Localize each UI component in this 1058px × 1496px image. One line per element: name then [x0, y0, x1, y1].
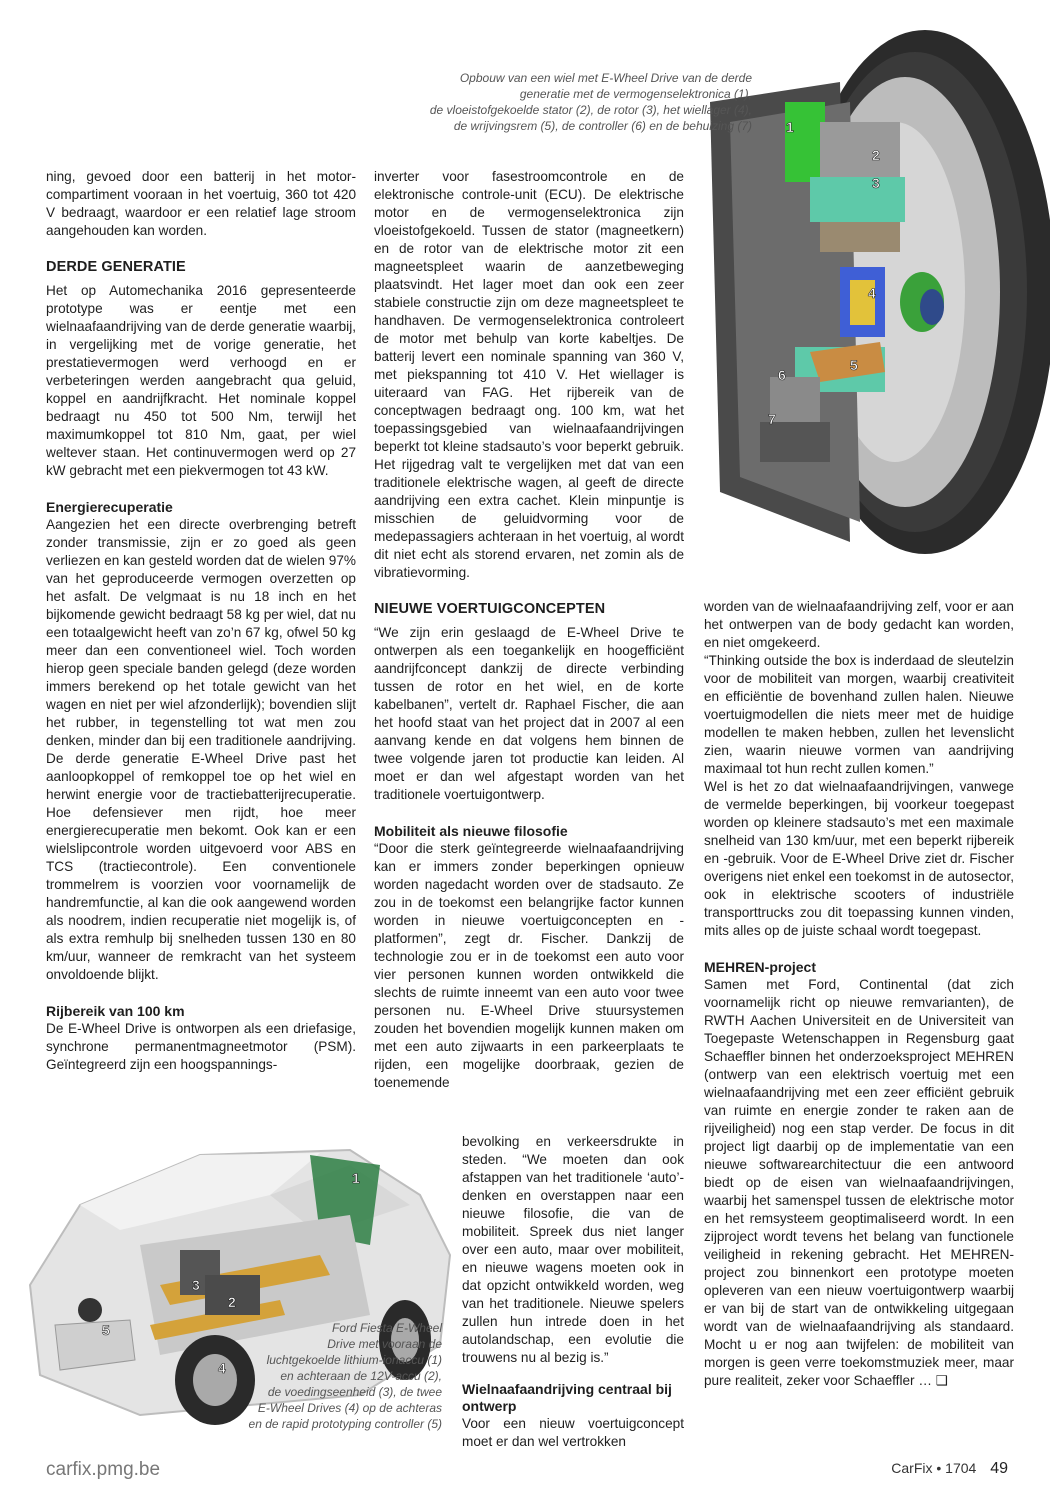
- subheading-rijbereik: Rijbereik van 100 km: [46, 1003, 185, 1019]
- wheel-label-5: 5: [850, 357, 858, 373]
- car-caption: [220, 1320, 442, 1432]
- mehren-text: Samen met Ford, Continental (dat zich voornamelijk richt op nieuwe remvarianten), de RWTH Aachen Universiteit en de Universiteit van Toegepaste Wetenschappen in Regensburg gaat Schaeffler binnen het onderzoeksproject MEHREN (ontwerp van een elektrisch voertuig met een wielnaafaandrijving met een zeer efficiënt gebruik van ruimte en energie zonder te raken aan de rijveiligheid) nog een stap verder. De focus in dit project ligt daarbij op de implementatie van een nieuwe softwarearchitectuur die een antwoord biedt op de eisen van wielnaafaandrijvingen, waarbij het samenspel tussen de elektrische motor en het remsysteem geoptimaliseerd wordt. In een zijproject wordt tevens het belang van functionele veiligheid in rekening gebracht. Het MEHREN-project zou binnenkort een prototype moeten opleveren van een nieuw voertuigontwerp waarbij er van bij de start van de ontwikkeling uitgegaan wordt van de wielnaafaandrijving als standaard. Mocht u er nog aan twijfelen: de mobiliteit van morgen is geen verre toekomstmuziek meer, maar pure realiteit, zeker voor Schaeffler …: [704, 977, 1014, 1388]
- wheel-label-4: 4: [868, 285, 876, 301]
- caption-line: Ford Fiesta E-Wheel: [331, 1321, 442, 1335]
- paragraph: Het op Automechanika 2016 gepresenteerde prototype was er eentje met een wielnaafaandrijving van de derde generatie waarbij, in vergelijking met de vorige generatie, het prestatievermogen werd verhoogd en er verbeteringen werden aangebracht qua geluid, koppel en aandrijfkracht. Het nominale koppel bedraagt nu 450 tot 500 Nm, terwijl het maximumkoppel tot 810 Nm, gaat, per wiel weltever staan. Het continuvermogen werd op 27 kW gebracht met een piekvermogen tot 43 kW.: [46, 283, 356, 478]
- car-label-2: 2: [228, 1294, 236, 1310]
- end-mark-icon: ❑: [935, 1373, 948, 1388]
- wheel-label-2: 2: [872, 147, 880, 163]
- power-electronics-part: [785, 102, 825, 182]
- paragraph: [704, 976, 1014, 1390]
- paragraph: bevolking en verkeersdrukte in steden. “We moeten dan ook afstappen van het traditionele ‘auto’-denken en overstappen naar een nieuwe filosofie, die van de mobiliteit. Spreek dus niet langer over een auto, maar over mobiliteit, en nieuwe wagens moeten ook in dat opzicht ontwikkeld worden, weg van het traditionele. Nieuwe spelers zullen hun intrede doen in het autolandschap, een evolutie die trouwens nu al bezig is.”: [462, 1134, 684, 1365]
- footer-magazine: CarFix • 1704: [891, 1460, 977, 1476]
- wheel-label-1: 1: [786, 119, 794, 135]
- caption-line: en achteraan de 12V-accu (2),: [280, 1369, 442, 1383]
- subheading-wielnaafaandrijving: Wielnaafaandrijving centraal bij ontwerp: [462, 1381, 672, 1414]
- footer-page-info: [891, 1460, 1008, 1478]
- paragraph: Aangezien het een directe overbrenging betreft zonder transmissie, zijn er zo goed als geen verliezen en kan gesteld worden dat de wielen 97% van het geproduceerde vermogen overzetten op het asfalt. De velgmaat is nu 18 inch en het bijkomende gewicht bedraagt 58 kg per wiel, dat nu een totaalgewicht heeft van zo’n 67 kg, ofwel 50 kg meer dan een conventioneel wiel. Toch worden hierop geen speciale banden gelegd (deze worden immers berekend op het totale gewicht van het wagen en niet per wiel afzonderlijk); bovendien slijt het rubber, in tegenstelling tot wat men zou denken, minder dan bij een traditionele aandrijving. De derde generatie E-Wheel Drive past het aanloopkoppel of remkoppel toe op het wiel en herwint energie voor de tractiebatterijrecuperatie. Hoe defensiever men rijdt, hoe meer energierecuperatie men bekomt. Ook kan er een wielslipcontrole worden uitgevoerd voor ABS en TCS (tractiecontrole). Een conventionele trommelrem is voorzien voor voornamelijk de handremfunctie, al kan die ook aangewend worden als noodrem, indien recuperatie niet mogelijk is, of als extra remhulp bij snelheden tussen 130 en 80 km/uur, wanneer de remkracht van het systeem onvoldoende blijkt.: [46, 517, 356, 982]
- paragraph: worden van de wielnaafaandrijving zelf, voor er aan het ontwerpen van de body gedacht kan worden, en niet omgekeerd.: [704, 599, 1014, 650]
- wheel-cutaway-image: [700, 22, 1050, 562]
- wheel-label-6: 6: [778, 367, 786, 383]
- caption-line: Drive met vooraan de: [327, 1337, 442, 1351]
- paragraph: Wel is het zo dat wielnaafaandrijvingen, vanwege de vermelde beperkingen, bij voorkeur toegepast worden op kleinere stadsauto’s met een maximale snelheid van 130 km/uur, met een beperkt rijbereik en -gebruik. Voor de E-Wheel Drive ziet dr. Fischer overigens niet enkel een toekomst in de autosector, ook in elektrische scooters of industriële transporttrucks zou dit toepassing kunnen vinden, mits alles op de juiste schaal wordt toegepast.: [704, 779, 1014, 938]
- column-2-lower: [462, 1133, 684, 1451]
- paragraph: De E-Wheel Drive is ontworpen als een driefasige, synchrone permanentmagneetmotor (PSM). Geïntegreerd zijn een hoogspannings-: [46, 1021, 356, 1072]
- car-label-4: 4: [218, 1360, 226, 1376]
- paragraph: Voor een nieuw voertuigconcept moet er dan wel vertrokken: [462, 1416, 684, 1449]
- column-2: [374, 168, 684, 1092]
- caption-line: de voedingseenheid (3), de twee: [267, 1385, 442, 1399]
- caption-line: E-Wheel Drives (4) op de achteras: [257, 1401, 442, 1415]
- car-label-5: 5: [102, 1322, 110, 1338]
- section-heading-nieuwe-voertuigconcepten: NIEUWE VOERTUIGCONCEPTEN: [374, 601, 606, 617]
- subheading-energierecuperatie: Energierecuperatie: [46, 499, 173, 515]
- caption-line: en de rapid prototyping controller (5): [248, 1417, 442, 1431]
- caption-line: de vloeistofgekoelde stator (2), de rotor (3), het wiellager (4),: [429, 103, 752, 117]
- wheel-label-3: 3: [872, 175, 880, 191]
- car-label-3: 3: [192, 1277, 200, 1293]
- paragraph: “We zijn erin geslaagd de E-Wheel Drive te ontwerpen als een toegankelijk en hoogefficiënt aandrijfconcept dankzij de directe verbinding tussen de rotor en het wiel, en de korte kabelbanen”, vertelt dr. Raphael Fischer, die aan het hoofd staat van het project dat in 2007 al een aanvang kende en dat volgens hem binnen de twee volgende jaren tot productie kan leiden. Al moet er dan wel afgestapt worden van het traditionele voertuigontwerp.: [374, 625, 684, 802]
- section-heading-derde-generatie: DERDE GENERATIE: [46, 259, 186, 275]
- column-1: [46, 168, 356, 1074]
- caption-line: luchtgekoelde lithium-ionaccu (1): [266, 1353, 442, 1367]
- caption-line: de wrijvingsrem (5), de controller (6) en de behuizing (7): [453, 119, 752, 133]
- subheading-mobiliteit: Mobiliteit als nieuwe filosofie: [374, 823, 568, 839]
- caption-line: Opbouw van een wiel met E-Wheel Drive van de derde: [459, 71, 752, 85]
- car-label-1: 1: [352, 1170, 360, 1186]
- caption-line: generatie met de vermogenselektronica (1),: [519, 87, 752, 101]
- page-number: 49: [990, 1460, 1008, 1477]
- paragraph: “Door die sterk geïntegreerde wielnaafaandrijving kan er immers zonder beperkingen opnieuw worden nagedacht worden over de stadsauto. Ze zou in de toekomst een belangrijke factor kunnen worden in nieuwe voertuigconcepten en -platformen”, zegt dr. Fischer. Dankzij de technologie zou er in de toekomst een auto voor vier personen kunnen worden ontwikkeld die slechts de ruimte inneemt van een auto voor twee personen nu. E-Wheel Drive stuursystemen zouden het bovendien mogelijk kunnen maken om met een auto zijwaarts in een parkeerplaats te rijden, een mogelijke doorbraak, gezien de toenemende: [374, 841, 684, 1090]
- paragraph: “Thinking outside the box is inderdaad de sleutelzin voor de mobiliteit van morgen, waarbij creativiteit en efficiëntie de bovenhand zullen halen. Nieuwe voertuigmodellen die niets meer met de huidige modellen te maken hebben, zullen het levenslicht zien, waarin nieuwe vormen van aandrijving maximaal tot hun recht zullen komen.”: [704, 653, 1014, 776]
- column-3: [704, 598, 1014, 1390]
- wheel-label-7: 7: [768, 411, 776, 427]
- wheel-caption: [380, 70, 752, 134]
- subheading-mehren-project: MEHREN-project: [704, 959, 817, 975]
- paragraph: ning, gevoed door een batterij in het motor-compartiment vooraan in het voertuig, 360 tot 420 V bedraagt, waardoor er een relatief lage stroom aangehouden kan worden.: [46, 169, 356, 238]
- footer-website: carfix.pmg.be: [46, 1459, 161, 1480]
- paragraph: inverter voor fasestroomcontrole en de elektronische controle-unit (ECU). De elektrische motor en de vermogenselektronica zijn vloeistofgekoeld. Tussen de stator (magneetkern) en de rotor van de elektrische motor zit een magneetspleet waarin de aanzetbeweging plaatsvindt. Het lager moet dan ook een zeer stabiele constructie zijn om deze magneetspleet te handhaven. De vermogenselektronica controleert de motor met behulp van korte kabeltjes. De batterij levert een nominale spanning van 360 V, met piekspanning tot 410 V. Het wiellager is uiteraard van FAG. Het rijbereik van de conceptwagen bedraagt ong. 100 km, wat het toepassingsgebied van wielnaafaandrijvingen beperkt tot kleine stadsauto’s voor beperkt gebruik. Het rijgedrag valt te vergelijken met dat van een traditionele elektrische wagen, al geeft de directe aandrijving een extra cachet. Klein minpuntje is misschien de geluidvorming voor de medepassagiers achteraan in het voertuig, al wordt dit niet echt als storend ervaren, net zomin als de vibratievorming.: [374, 169, 684, 580]
- wheel-cutaway-figure: [700, 22, 1050, 562]
